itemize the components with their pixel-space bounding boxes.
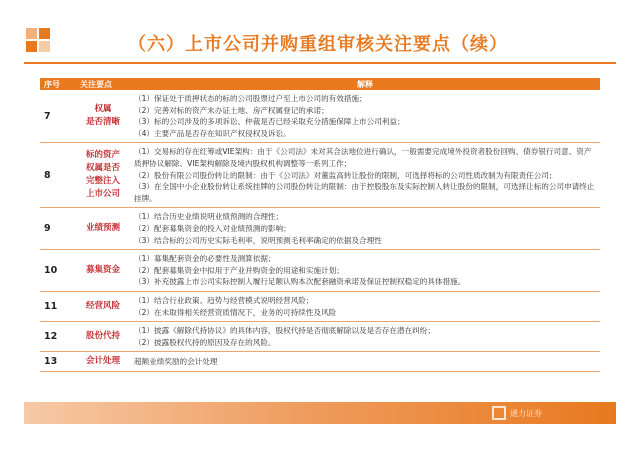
table-row: [40, 322, 600, 352]
explanation-line: （1）结合行业政策、趋势与经营模式说明经营风险；: [134, 295, 314, 305]
row-explanation: [130, 90, 600, 143]
explanation-line: （4）主要产品是否存在知识产权侵权及诉讼。: [134, 128, 291, 138]
header-number: 序号: [40, 78, 76, 90]
row-explanation: [130, 208, 600, 250]
row-number: 8: [40, 143, 76, 208]
row-key-point: 标的资产 权属是否 完整注入 上市公司: [76, 143, 130, 208]
explanation-line: （2）完善对标的资产未办证土地、房产权属登记的承诺；: [134, 105, 329, 115]
row-key-point: 会计处理: [76, 352, 130, 372]
row-number: 11: [40, 291, 76, 321]
page-title: （六）上市公司并购重组审核关注要点（续）: [128, 34, 508, 55]
row-explanation: [130, 322, 600, 352]
explanation-line: （1）募集配套资金的必要性及测算依据；: [134, 254, 276, 264]
review-points-table: [40, 78, 600, 372]
row-explanation: [130, 291, 600, 321]
row-number: 12: [40, 322, 76, 352]
explanation-line: （3）结合标的公司历史实际毛利率，说明预测毛利率确定的依据及合理性: [134, 235, 382, 245]
title-divider: [24, 62, 616, 64]
explanation-line: （2）股份有限公司股份转让的限制：由于《公司法》对董监高转让股份的限制，可选择将标的公司性质改制为有限责任公司；: [134, 170, 557, 180]
row-number: 7: [40, 90, 76, 143]
explanation-line: （1）交易标的存在红筹或VIE架构：由于《公司法》未对其合法地位进行确认，一般需要完成境外投资者股份回购、债券银行司意、资产质押协议解除、VIE架构解除及境内股权机构调整等一系列工作；: [134, 147, 592, 168]
header-key-point: 关注要点: [76, 78, 130, 90]
table-row: [40, 291, 600, 321]
row-number: 9: [40, 208, 76, 250]
header-explanation: 解释: [130, 78, 600, 90]
row-number: 13: [40, 352, 76, 372]
table-row: [40, 90, 600, 143]
explanation-line: （1）保证处于质押状态的标的公司股票过户至上市公司的有效措施；: [134, 94, 367, 103]
table-header-row: [40, 78, 600, 90]
explanation-line: （2）披露股权代持的原因及存在的风险。: [134, 337, 276, 347]
explanation-line: （3）在全国中小企业股份转让系统挂牌的公司股份转让的限制：由于控股股东及实际控制人转让股份的限制，可选择让标的公司申请终止挂牌。: [134, 182, 595, 203]
row-explanation: [130, 250, 600, 292]
table-row: [40, 143, 600, 208]
title-decoration-icon: [26, 28, 52, 54]
row-explanation: [130, 352, 600, 372]
table-row: [40, 250, 600, 292]
row-key-point: 经营风险: [76, 291, 130, 321]
table-row: [40, 208, 600, 250]
explanation-line: 超额业绩奖励的会计处理: [134, 356, 218, 366]
table-row: [40, 352, 600, 372]
row-key-point: 权属 是否清晰: [76, 90, 130, 143]
row-number: 10: [40, 250, 76, 292]
row-key-point: 股份代持: [76, 322, 130, 352]
explanation-line: （1）结合历史业绩说明业绩预测的合理性；: [134, 212, 284, 222]
logo-mark-icon: [492, 406, 506, 420]
explanation-line: （2）在未取得相关经营资质情况下，业务的可持续性及风险: [134, 307, 337, 317]
explanation-line: （3）标的公司涉及的多项诉讼、仲裁是否已经采取充分措施保障上市公司利益；: [134, 117, 405, 127]
explanation-line: （2）配套募集资金中拟用于产业并购资金的用途和实施计划；: [134, 265, 344, 275]
row-key-point: 业绩预测: [76, 208, 130, 250]
logo-text: 通力证券: [510, 408, 542, 418]
explanation-line: （2）配套募集资金的投入对业绩预测的影响；: [134, 223, 291, 233]
explanation-line: （1）披露《解除代持协议》的具体内容，股权代持是否彻底解除以及是否存在潜在纠纷；: [134, 326, 435, 336]
row-explanation: [130, 143, 600, 208]
row-key-point: 募集资金: [76, 250, 130, 292]
footer-logo: [492, 405, 592, 421]
explanation-line: （3）补充披露上市公司实际控制人履行足额认购本次配套融资承诺及保证控制权稳定的具体措施。: [134, 277, 466, 287]
